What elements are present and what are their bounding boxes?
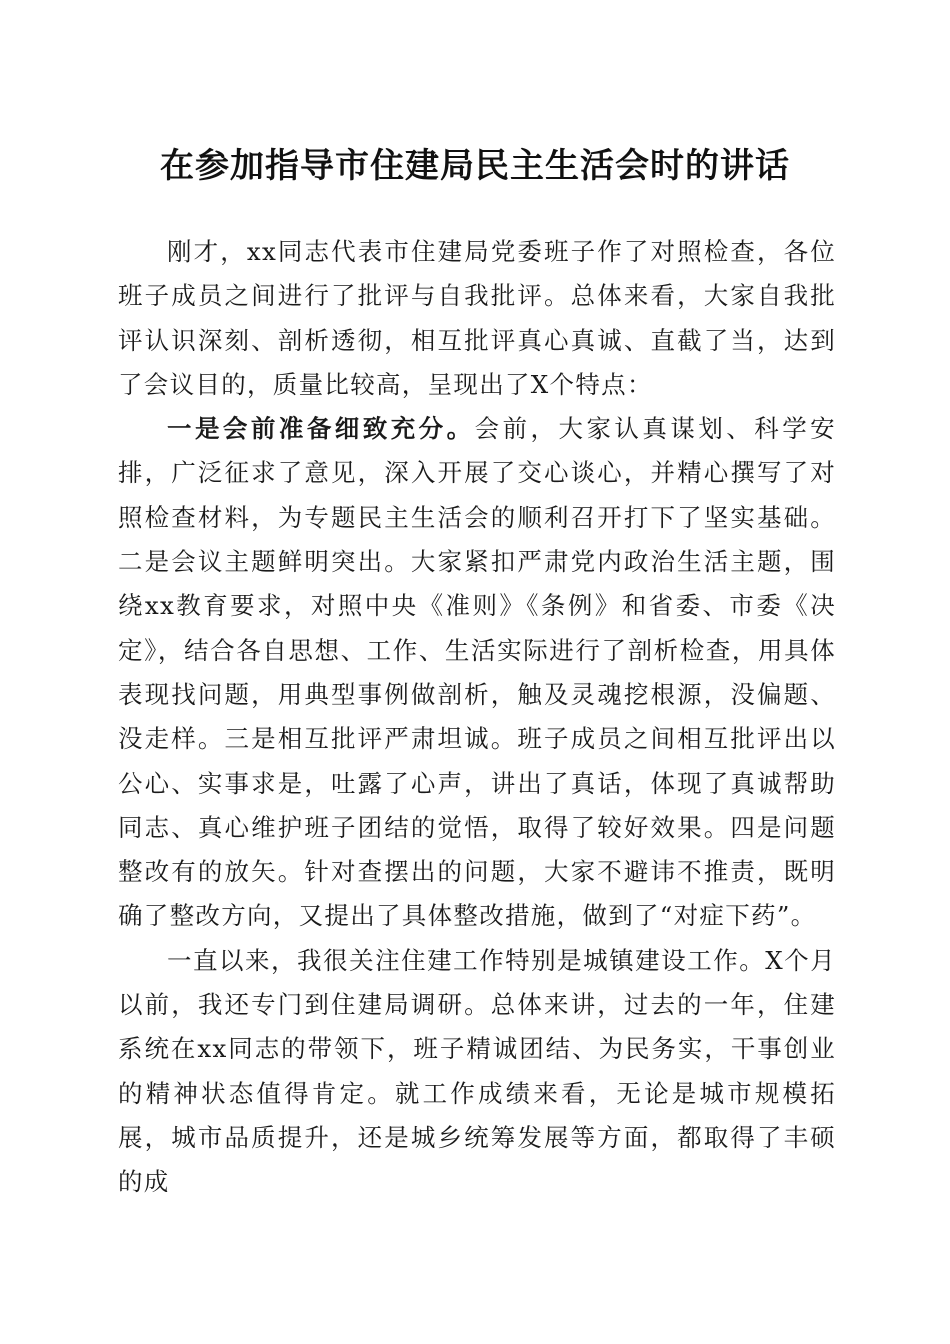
- paragraph-2: [118, 407, 836, 939]
- paragraph-3-text: 一直以来，我很关注住建工作特别是城镇建设工作。X个月以前，我还专门到住建局调研。总体来讲，过去的一年，住建系统在xx同志的带领下，班子精诚团结、为民务实，干事创业的精神状态值得肯定。就工作成绩来看，无论是城市规模拓展，城市品质提升，还是城乡统筹发展等方面，都取得了丰硕的成: [118, 945, 836, 1197]
- paragraph-1: [118, 230, 836, 407]
- document-body: [118, 230, 836, 1205]
- document-title: 在参加指导市住建局民主生活会时的讲话: [160, 146, 790, 186]
- paragraph-2-lead: 一是会前准备细致充分。: [167, 414, 475, 444]
- paragraph-2-text: 会前，大家认真谋划、科学安排，广泛征求了意见，深入开展了交心谈心，并精心撰写了对照检查材料，为专题民主生活会的顺利召开打下了坚实基础。二是会议主题鲜明突出。大家紧扣严肃党内政治生活主题，围绕xx教育要求，对照中央《准则》《条例》和省委、市委《决定》，结合各自思想、工作、生活实际进行了剖析检查，用具体表现找问题，用典型事例做剖析，触及灵魂挖根源，没偏题、没走样。三是相互批评严肃坦诚。班子成员之间相互批评出以公心、实事求是，吐露了心声，讲出了真话，体现了真诚帮助同志、真心维护班子团结的觉悟，取得了较好效果。四是问题整改有的放矢。针对查摆出的问题，大家不避讳不推责，既明确了整改方向，又提出了具体整改措施，做到了“对症下药”。: [118, 414, 836, 931]
- paragraph-1-text: 刚才，xx同志代表市住建局党委班子作了对照检查，各位班子成员之间进行了批评与自我批评。总体来看，大家自我批评认识深刻、剖析透彻，相互批评真心真诚、直截了当，达到了会议目的，质量比较高，呈现出了X个特点：: [118, 237, 836, 399]
- paragraph-3: [118, 939, 836, 1205]
